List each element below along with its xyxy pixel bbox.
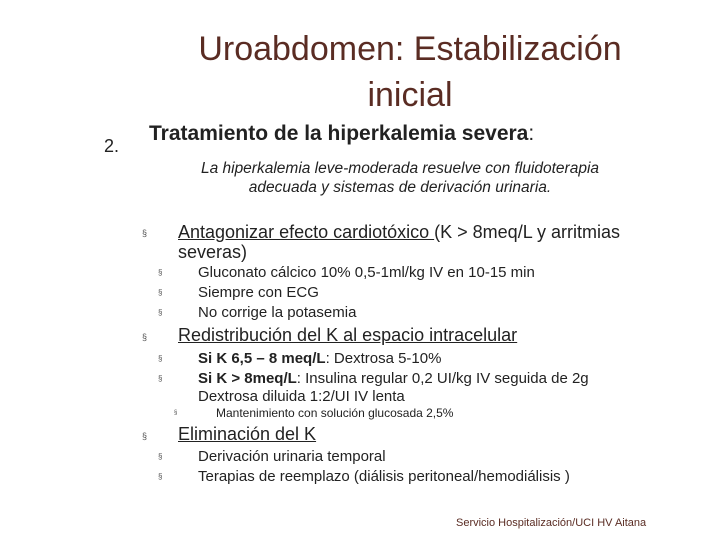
intro-note — [150, 159, 650, 197]
point-1-rest: (K > 8meq/L y arritmias — [434, 222, 621, 242]
point-1-item-2: Siempre con ECG — [198, 284, 319, 301]
point-2-item-2-rest: : Insulina regular 0,2 UI/kg IV seguida de 2g — [296, 370, 589, 387]
title-line-2: inicial — [367, 76, 453, 114]
point-2-item-2 — [198, 369, 589, 389]
footer-credit: Servicio Hospitalización/UCI HV Aitana — [456, 517, 647, 529]
section-heading-colon: : — [528, 122, 535, 145]
slide-title — [110, 26, 710, 118]
intro-line-2: adecuada y sistemas de derivación urinaria. — [248, 179, 552, 196]
point-2-subitem: Mantenimiento con solución glucosada 2,5% — [216, 406, 454, 420]
bullet-icon: § — [142, 431, 148, 441]
point-2-item-2-line2: Dextrosa diluida 1:2/UI IV lenta — [198, 388, 405, 405]
section-number: 2. — [104, 136, 120, 156]
section-heading — [149, 122, 534, 146]
point-2-underlined: Redistribución del K al espacio intracelular — [178, 325, 518, 345]
bullet-icon: § — [158, 308, 163, 317]
point-1-label-line2: severas) — [178, 242, 248, 262]
bullet-icon: § — [158, 374, 163, 383]
point-2-label — [178, 325, 517, 346]
point-1-underlined: Antagonizar efecto cardiotóxico — [178, 222, 435, 242]
intro-line-1: La hiperkalemia leve-moderada resuelve con fluidoterapia — [200, 160, 600, 177]
point-2-item-2-bold: Si K > 8meq/L — [198, 370, 297, 387]
section-heading-text: Tratamiento de la hiperkalemia severa — [149, 122, 529, 145]
bullet-icon: § — [142, 228, 148, 238]
bullet-icon: § — [174, 410, 178, 416]
bullet-icon: § — [158, 288, 163, 297]
bullet-icon: § — [158, 354, 163, 363]
point-3-underlined: Eliminación del K — [178, 424, 317, 444]
point-2-item-1-bold: Si K 6,5 – 8 meq/L — [198, 350, 326, 367]
point-1-item-3: No corrige la potasemia — [198, 304, 357, 321]
bullet-icon: § — [158, 268, 163, 277]
point-1-label — [178, 222, 620, 243]
bullet-icon: § — [158, 472, 163, 481]
point-2-item-1-rest: : Dextrosa 5-10% — [325, 350, 442, 367]
point-3-item-2: Terapias de reemplazo (diálisis peritoneal/hemodiálisis ) — [198, 468, 570, 485]
point-2-item-1 — [198, 349, 441, 369]
bullet-icon: § — [158, 452, 163, 461]
point-3-label — [178, 424, 316, 445]
point-1-item-1: Gluconato cálcico 10% 0,5-1ml/kg IV en 10-15 min — [198, 264, 535, 281]
point-3-item-1: Derivación urinaria temporal — [198, 448, 386, 465]
title-line-1: Uroabdomen: Estabilización — [198, 30, 622, 68]
bullet-icon: § — [142, 332, 148, 342]
